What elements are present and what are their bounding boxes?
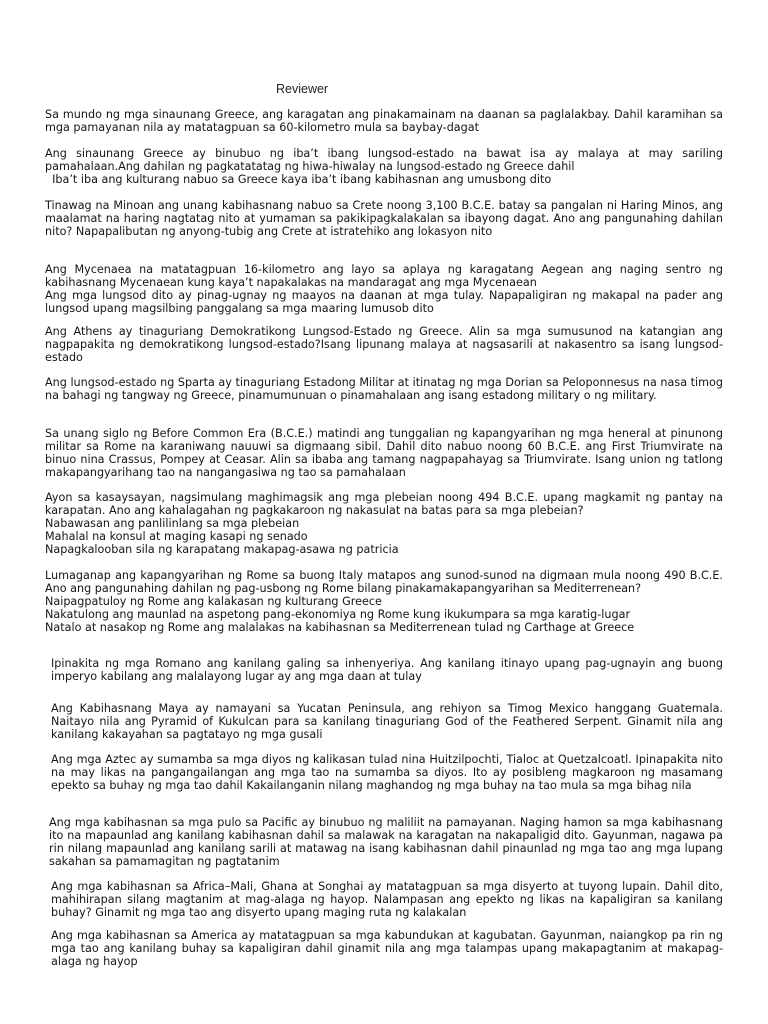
paragraph-rome-power <box>45 570 723 635</box>
answer-line: Napagkalooban sila ng karapatang makapag-asawa ng patricia <box>45 542 399 556</box>
paragraph-mycenaea <box>45 264 723 316</box>
paragraph-pacific: Ang mga kabihasnan sa mga pulo sa Pacific ay binubuo ng maliliit na pamayanan. Naging hamon sa mga kabihasnang ito na mapaunlad ang kanilang kabihasnan dahil sa malawak na karagatan na nakapaligid dito. Gayunman, nagawa pa rin nilang mapaunlad ang kanilang sarili at matawag na isang kabihasnan dahil pinaunlad ng mga tao ang mga lupang sakahan sa pamamagitan ng pagtatanim <box>49 816 723 868</box>
page-title: Reviewer <box>276 82 329 96</box>
answer-line: Naipagpatuloy ng Rome ang kalakasan ng kulturang Greece <box>45 594 382 608</box>
answer-line: Natalo at nasakop ng Rome ang malalakas na kabihasnan sa Mediterrenean tulad ng Carthage at Greece <box>45 620 635 634</box>
paragraph-plebeian <box>45 492 723 557</box>
paragraph-answer: Iba’t iba ang kulturang nabuo sa Greece kaya iba’t ibang kabihasnan ang umusbong dito <box>45 172 552 186</box>
paragraph-text: Ang sinaunang Greece ay binubuo ng iba’t ibang lungsod-estado na bawat isa ay malaya at may sariling pamahalaan.Ang dahilan ng pagkatatatag ng hiwa-hiwalay na lungsod-estado ng Greece dahil <box>45 147 723 173</box>
paragraph-text: Lumaganap ang kapangyarihan ng Rome sa buong Italy matapos ang sunod-sunod na digmaan mula noong 490 B.C.E. Ano ang pangunahing dahilan ng pag-usbong ng Rome bilang pinakamakapangyarihan sa Mediterrenean? <box>45 569 723 595</box>
paragraph-maya: Ang Kabihasnang Maya ay namayani sa Yucatan Peninsula, ang rehiyon sa Timog Mexico hanggang Guatemala. Naitayo nila ang Pyramid of Kukulcan para sa kanilang tinaguriang God of the Feathered Serpent. Ginamit nila ang kanilang kakayahan sa pagtatayo ng mga gusali <box>51 702 723 741</box>
paragraph-city-states <box>45 148 723 187</box>
answer-line: Nakatulong ang maunlad na aspetong pang-ekonomiya ng Rome kung ikukumpara sa mga karatig-lugar <box>45 607 631 621</box>
paragraph-roman-engineering: Ipinakita ng mga Romano ang kanilang galing sa inhenyeriya. Ang kanilang itinayo upang pag-ugnayin ang buong imperyo kabilang ang malalayong lugar ay ang mga daan at tulay <box>51 657 723 683</box>
paragraph-minoan: Tinawag na Minoan ang unang kabihasnang nabuo sa Crete noong 3,100 B.C.E. batay sa pangalan ni Haring Minos, ang maalamat na haring nagtatag nito at yumaman sa pakikipagkalakalan sa ibayong dagat. Ano ang pangunahing dahilan nito? Napapalibutan ng anyong-tubig ang Crete at istratehiko ang lokasyon nito <box>45 199 723 238</box>
paragraph-text: Ayon sa kasaysayan, nagsimulang maghimagsik ang mga plebeian noong 494 B.C.E. upang magkamit ng pantay na karapatan. Ano ang kahalagahan ng pagkakaroon ng nakasulat na batas para sa mga plebeian? <box>45 491 723 517</box>
paragraph-america: Ang mga kabihasnan sa America ay matatagpuan sa mga kabundukan at kagubatan. Gayunman, naiangkop pa rin ng mga tao ang kanilang buhay sa kapaligiran dahil ginamit nila ang mga talampas upang makapagtanim at makapag-alaga ng hayop <box>51 929 723 968</box>
paragraph-text: Ang Mycenaea na matatagpuan 16-kilometro ang layo sa aplaya ng karagatang Aegean ang naging sentro ng kabihasnang Mycenaean kung kaya’t napakalakas na mandaragat ang mga Mycenaean <box>45 263 723 289</box>
paragraph-sparta: Ang lungsod-estado ng Sparta ay tinaguriang Estadong Militar at itinatag ng mga Dorian sa Peloponnesus na nasa timog na bahagi ng tangway ng Greece, pinamumunuan o pinamahalaan ang isang estadong military o ng military. <box>45 376 723 402</box>
paragraph-answer: Ang mga lungsod dito ay pinag-ugnay ng maayos na daanan at mga tulay. Napapaligiran ng makapal na pader ang lungsod upang magsilbing panggalang sa mga maaring lumusob dito <box>45 288 723 315</box>
paragraph-greece-sea: Sa mundo ng mga sinaunang Greece, ang karagatan ang pinakamainam na daanan sa paglalakbay. Dahil karamihan sa mga pamayanan nila ay matatagpuan sa 60-kilometro mula sa baybay-dagat <box>45 108 723 134</box>
paragraph-triumvirate: Sa unang siglo ng Before Common Era (B.C.E.) matindi ang tunggalian ng kapangyarihan ng mga heneral at pinunong militar sa Rome na karaniwang nauuwi sa digmaang sibil. Dahil dito nabuo noong 60 B.C.E. ang First Triumvirate na binuo nina Crassus, Pompey at Ceasar. Alin sa ibaba ang tamang nagpapahayag sa Triumvirate. Isang union ng tatlong makapangyarihang tao na nangangasiwa ng tao sa pamahalaan <box>45 427 723 479</box>
answer-line: Mahalal na konsul at maging kasapi ng senado <box>45 529 308 543</box>
answer-line: Nabawasan ang panlilinlang sa mga plebeian <box>45 516 300 530</box>
paragraph-aztec: Ang mga Aztec ay sumamba sa mga diyos ng kalikasan tulad nina Huitzilpochti, Tialoc at Quetzalcoatl. Ipinapakita nito na may likas na pangangailangan ang mga tao na sumamba sa diyos. Ito ay posibleng magkaroon ng masamang epekto sa buhay ng mga tao dahil Kakailanganin nilang maghandog ng mga buhay na tao mula sa mga bihag nila <box>51 753 723 792</box>
paragraph-athens: Ang Athens ay tinaguriang Demokratikong Lungsod-Estado ng Greece. Alin sa mga sumusunod na katangian ang nagpapakita ng demokratikong lungsod-estado?Isang lipunang malaya at nagsasarili at nakasentro sa isang lungsod-estado <box>45 325 723 364</box>
paragraph-africa: Ang mga kabihasnan sa Africa–Mali, Ghana at Songhai ay matatagpuan sa mga disyerto at tuyong lupain. Dahil dito, mahihirapan silang magtanim at mag-alaga ng hayop. Nalampasan ang epekto ng likas na kapaligiran sa kanilang buhay? Ginamit ng mga tao ang disyerto upang maging ruta ng kalakalan <box>51 880 723 919</box>
